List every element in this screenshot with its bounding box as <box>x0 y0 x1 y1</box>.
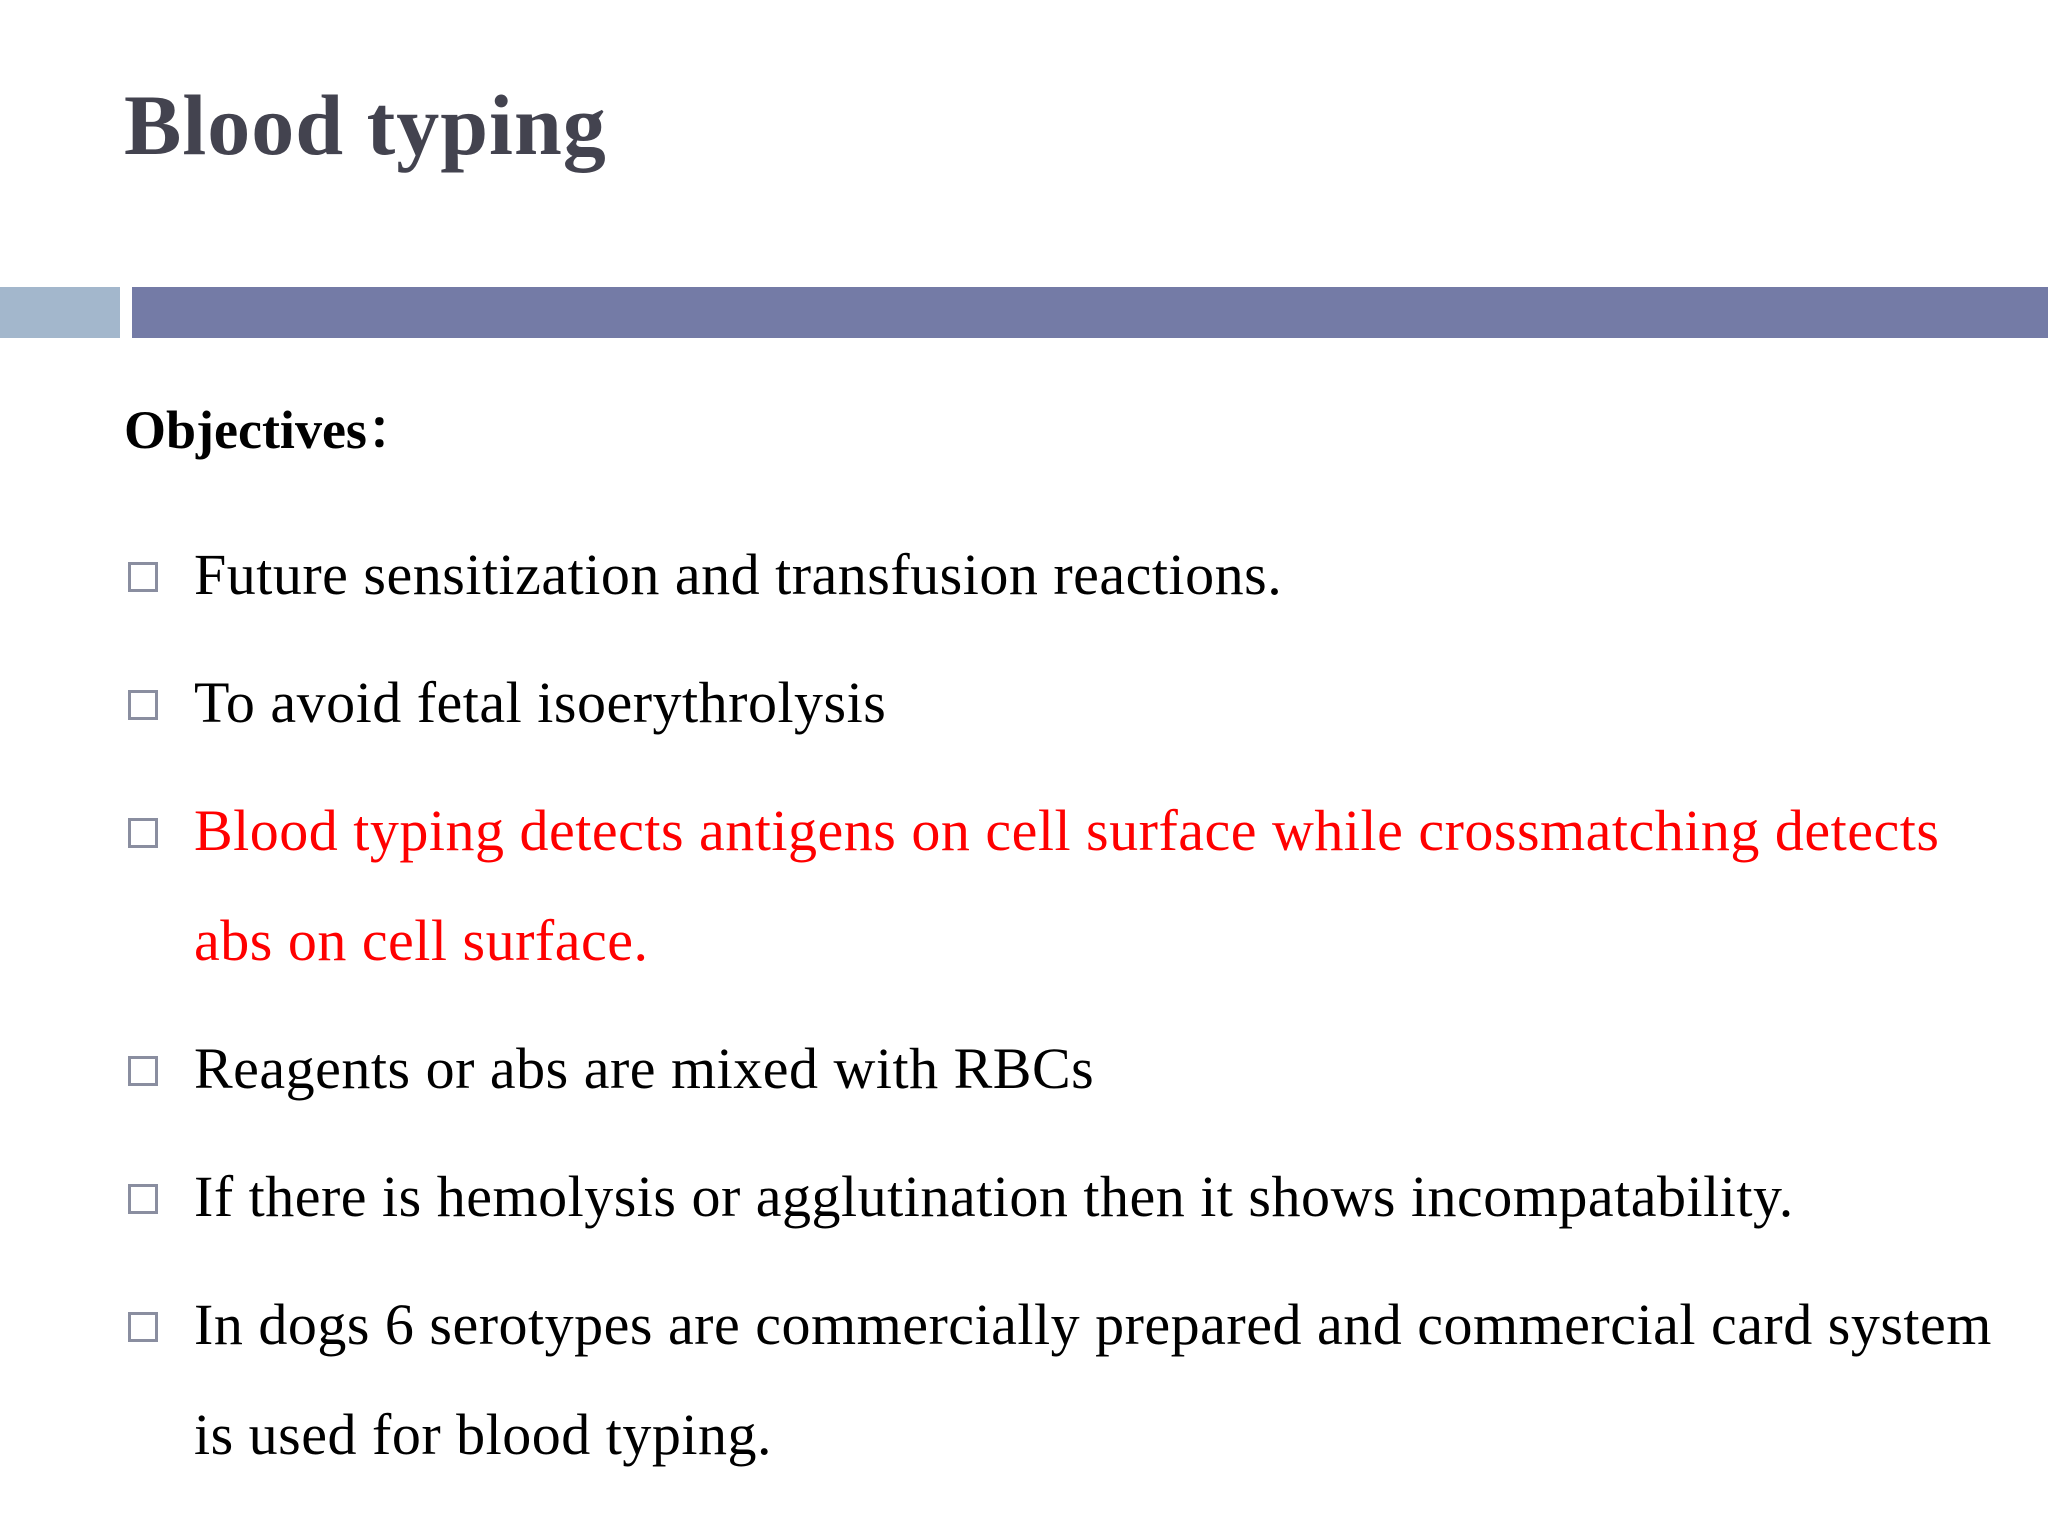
bullet-item <box>124 648 2024 758</box>
bullet-item <box>124 1014 2024 1124</box>
bullet-list <box>124 520 2024 1508</box>
accent-bar-dark <box>132 287 2048 338</box>
bullet-item <box>124 1142 2024 1252</box>
objectives-heading: Objectives： <box>124 400 421 460</box>
hollow-square-bullet-icon <box>128 690 158 720</box>
hollow-square-bullet-icon <box>128 1312 158 1342</box>
hollow-square-bullet-icon <box>128 562 158 592</box>
bullet-text: Reagents or abs are mixed with RBCs <box>194 1036 1095 1101</box>
accent-bar-light <box>0 287 120 338</box>
bullet-text: Future sensitization and transfusion reactions. <box>194 542 1283 607</box>
bullet-text: Blood typing detects antigens on cell surface while crossmatching detects abs on cell surface. <box>194 798 1940 973</box>
bullet-item <box>124 776 2024 996</box>
hollow-square-bullet-icon <box>128 1056 158 1086</box>
hollow-square-bullet-icon <box>128 818 158 848</box>
bullet-text: In dogs 6 serotypes are commercially prepared and commercial card system is used for blood typing. <box>194 1292 1992 1467</box>
bullet-item <box>124 1270 2024 1490</box>
bullet-text: To avoid fetal isoerythrolysis <box>194 670 887 735</box>
hollow-square-bullet-icon <box>128 1184 158 1214</box>
slide-title: Blood typing <box>124 77 607 173</box>
bullet-text: If there is hemolysis or agglutination then it shows incompatability. <box>194 1164 1794 1229</box>
bullet-item <box>124 520 2024 630</box>
